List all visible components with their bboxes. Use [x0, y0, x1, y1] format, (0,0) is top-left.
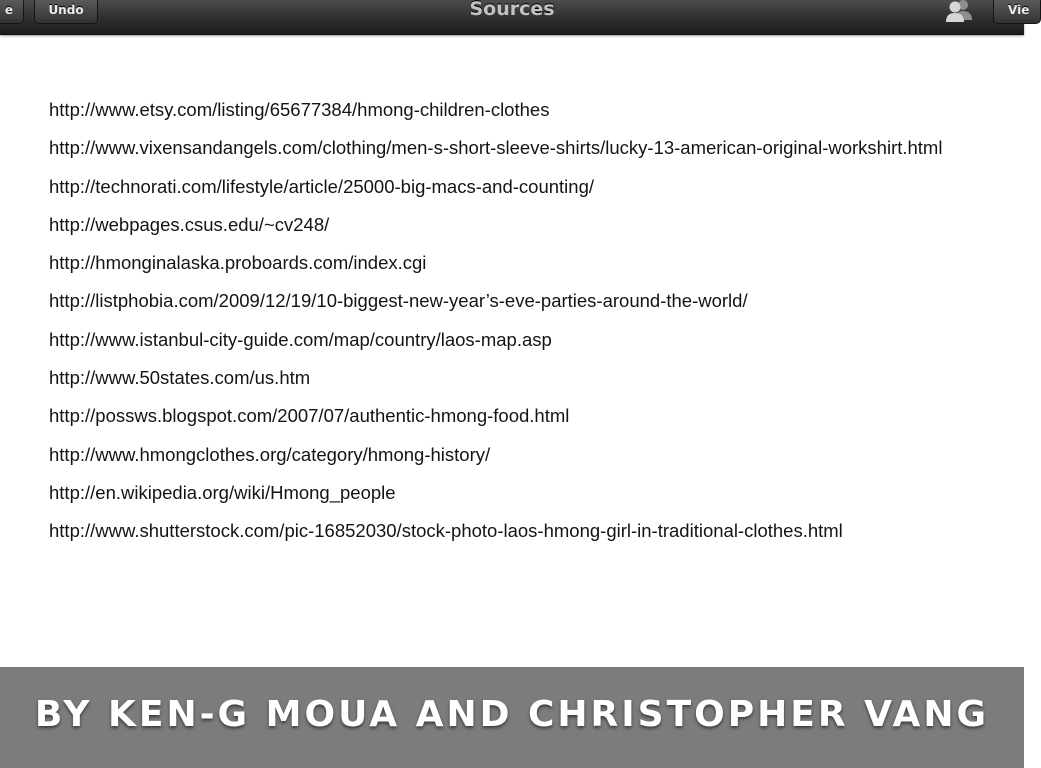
people-icon[interactable]: [944, 0, 974, 22]
view-button[interactable]: Vie: [993, 0, 1041, 24]
sources-list: [49, 96, 969, 556]
undo-button[interactable]: Undo: [34, 0, 98, 24]
source-link[interactable]: http://listphobia.com/2009/12/19/10-biggest-new-year’s-eve-parties-around-the-world/: [49, 290, 748, 312]
source-link[interactable]: http://www.shutterstock.com/pic-16852030/stock-photo-laos-hmong-girl-in-traditional-clothes.html: [49, 520, 843, 542]
page-title: Sources: [469, 0, 555, 20]
source-link[interactable]: http://www.vixensandangels.com/clothing/men-s-short-sleeve-shirts/lucky-13-american-original-workshirt.html: [49, 137, 943, 159]
source-link[interactable]: http://possws.blogspot.com/2007/07/authentic-hmong-food.html: [49, 405, 570, 427]
source-link[interactable]: http://www.hmongclothes.org/category/hmong-history/: [49, 443, 491, 465]
footer-banner: [0, 667, 1024, 768]
source-link[interactable]: http://technorati.com/lifestyle/article/25000-big-macs-and-counting/: [49, 175, 594, 197]
author-credit: BY KEN-G MOUA AND CHRISTOPHER VANG: [34, 694, 990, 735]
top-toolbar: [0, 0, 1030, 35]
source-link[interactable]: http://hmonginalaska.proboards.com/index.cgi: [49, 252, 427, 274]
toolbar-left-button[interactable]: e: [0, 0, 24, 24]
source-link[interactable]: http://webpages.csus.edu/~cv248/: [49, 213, 330, 235]
source-link[interactable]: http://www.etsy.com/listing/65677384/hmong-children-clothes: [49, 99, 550, 120]
source-link[interactable]: http://www.istanbul-city-guide.com/map/country/laos-map.asp: [49, 328, 552, 350]
source-link[interactable]: http://www.50states.com/us.htm: [49, 367, 311, 389]
source-link[interactable]: http://en.wikipedia.org/wiki/Hmong_people: [49, 481, 396, 503]
